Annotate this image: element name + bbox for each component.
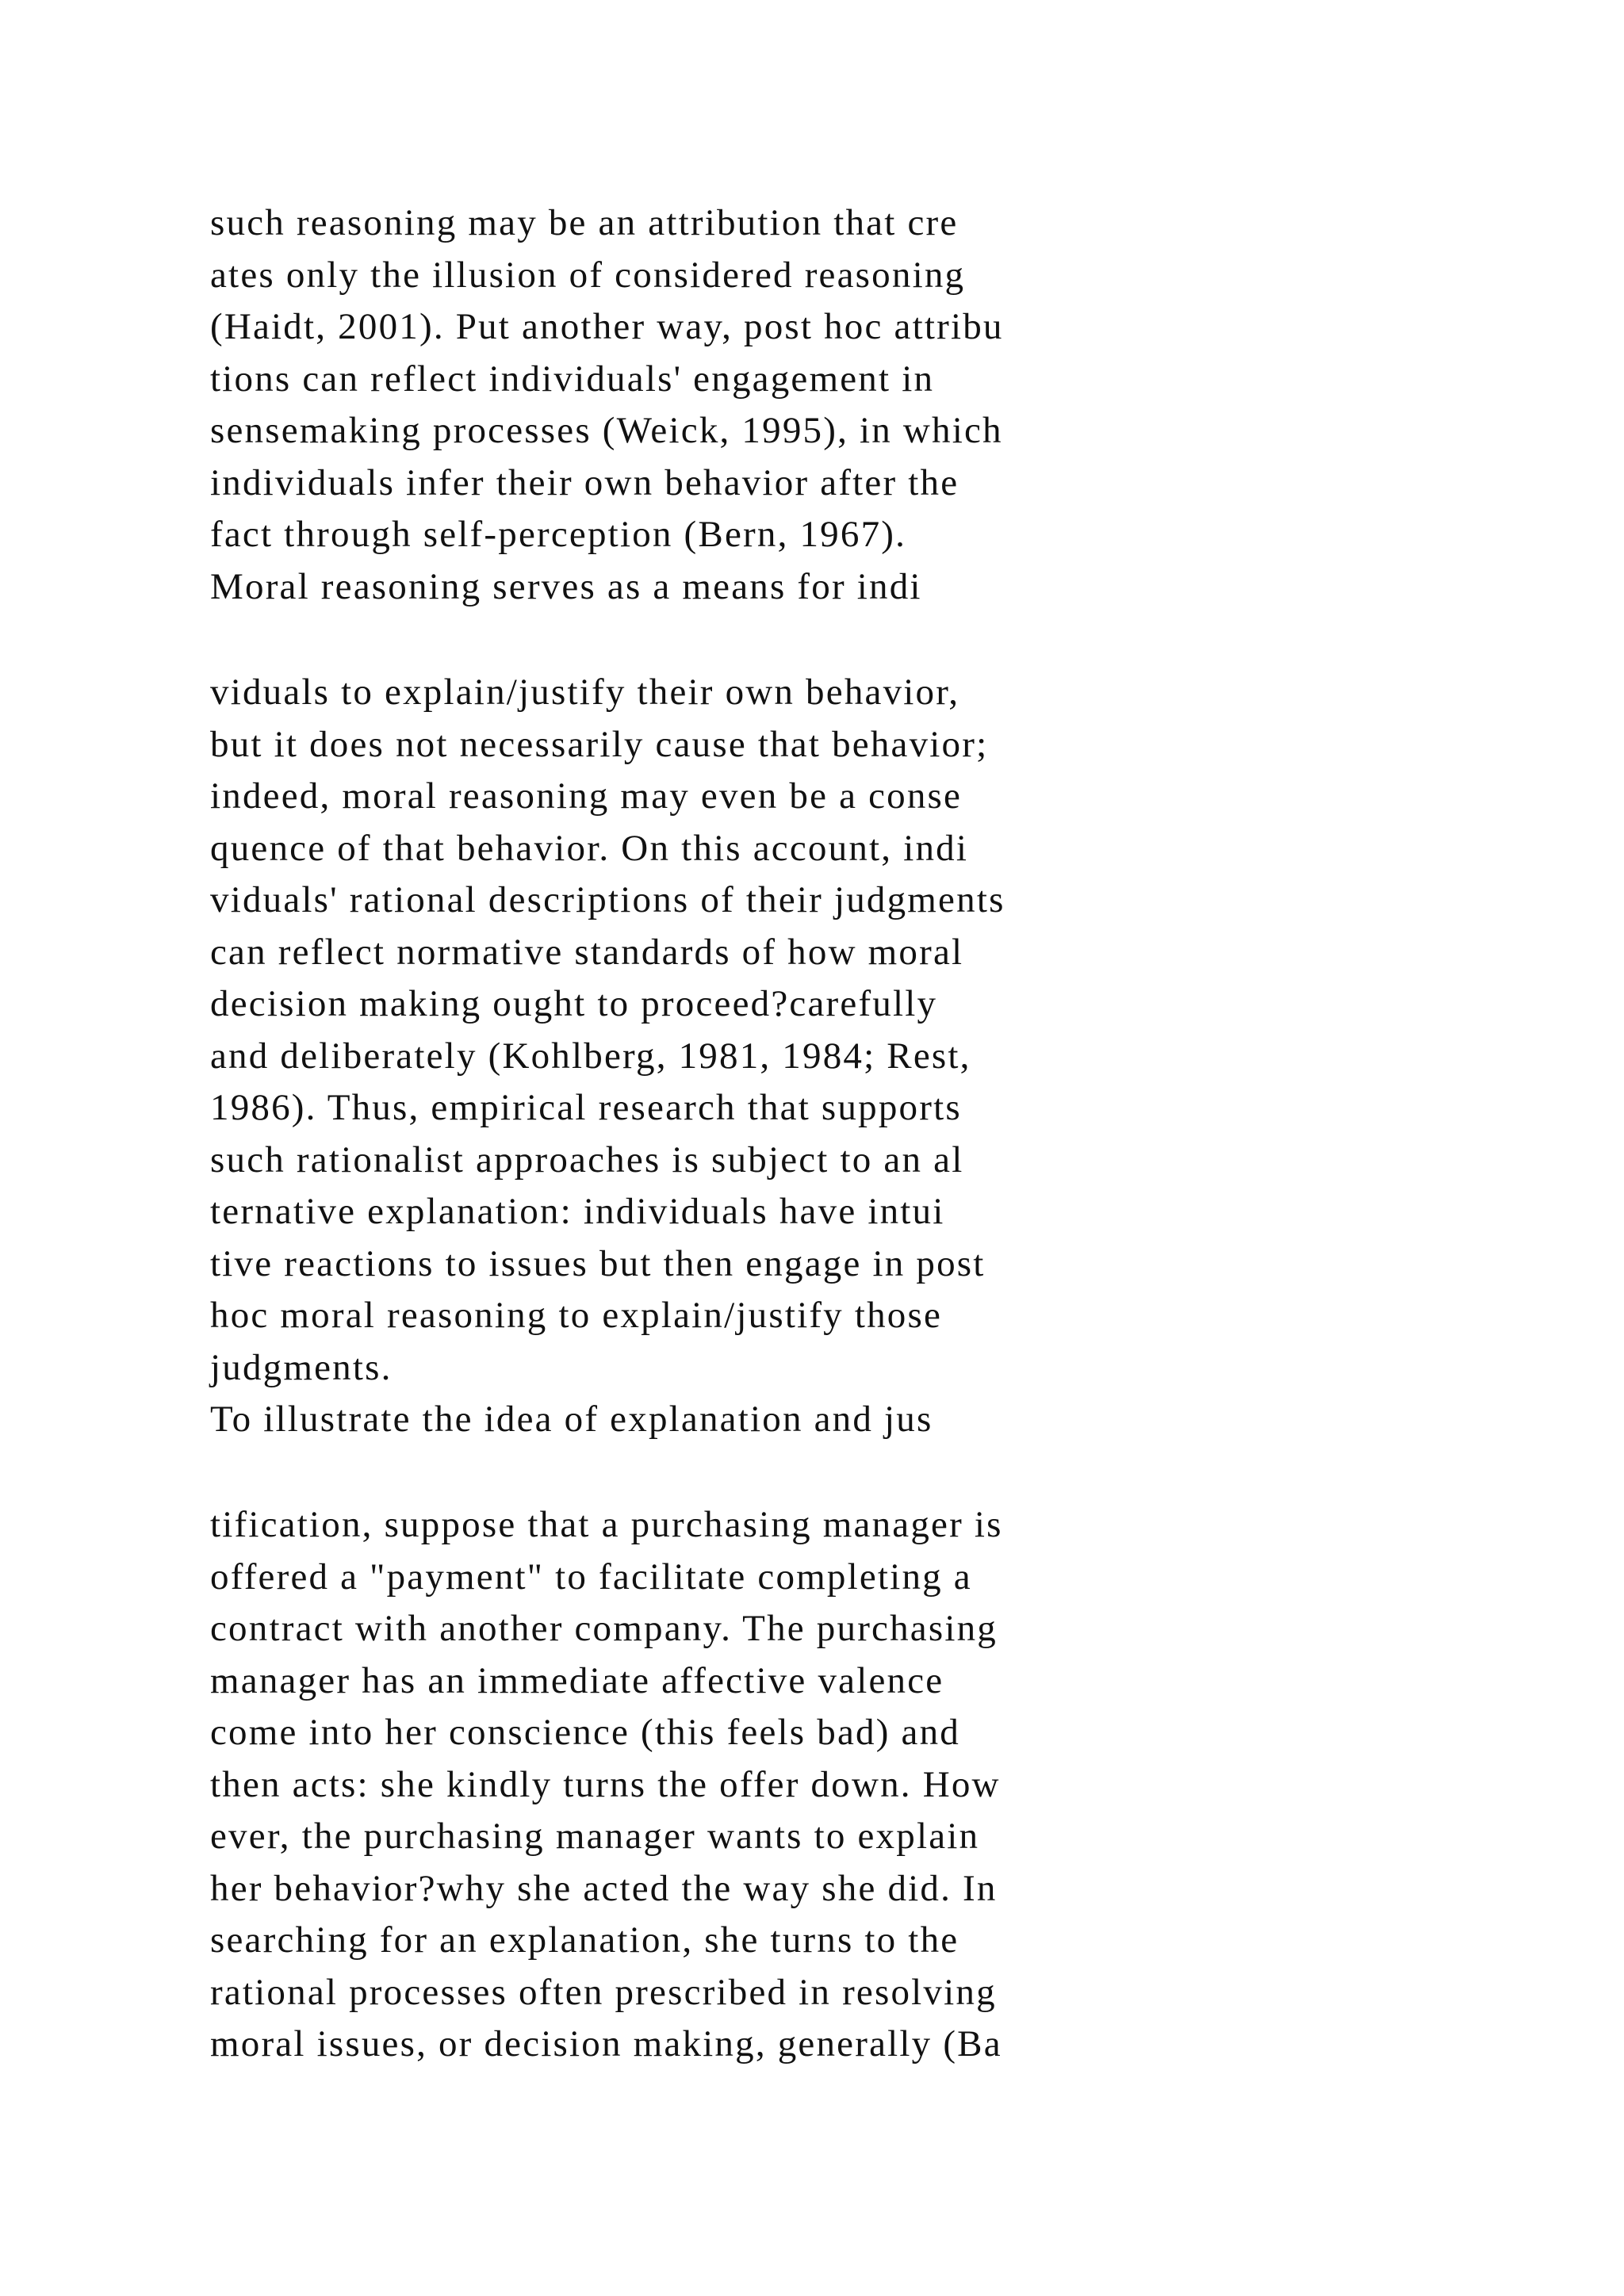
text-block-1 (210, 197, 1519, 613)
text-line: tification, suppose that a purchasing manager is (210, 1504, 1003, 1545)
text-line: tions can reflect individuals' engagement in (210, 358, 935, 400)
text-line: hoc moral reasoning to explain/justify those (210, 1295, 943, 1336)
text-line: judgments. (210, 1346, 393, 1388)
text-line: searching for an explanation, she turns to the (210, 1919, 959, 1961)
text-line: manager has an immediate affective valence (210, 1659, 944, 1701)
text-line: moral issues, or decision making, generally (Ba (210, 2023, 1002, 2064)
text-line: viduals to explain/justify their own behavior, (210, 672, 960, 713)
text-line: such reasoning may be an attribution that cre (210, 202, 959, 243)
text-line: her behavior?why she acted the way she did. In (210, 1867, 998, 1909)
text-line: such rationalist approaches is subject to an al (210, 1138, 964, 1181)
text-line: come into her conscience (this feels bad) and (210, 1712, 960, 1753)
text-line: fact through self-perception (Bern, 1967). (210, 514, 907, 555)
text-block-2 (210, 667, 1519, 1446)
text-line: rational processes often prescribed in resolving (210, 1971, 997, 2013)
text-line: Moral reasoning serves as a means for indi (210, 565, 922, 607)
text-line: sensemaking processes (Weick, 1995), in which (210, 410, 1003, 451)
text-line: viduals' rational descriptions of their judgments (210, 879, 1005, 920)
text-line: 1986). Thus, empirical research that supports (210, 1087, 962, 1128)
text-line: but it does not necessarily cause that behavior; (210, 723, 989, 765)
text-line: and deliberately (Kohlberg, 1981, 1984; Rest, (210, 1035, 971, 1077)
text-line: offered a "payment" to facilitate completing a (210, 1556, 972, 1598)
text-line: decision making ought to proceed?carefully (210, 983, 938, 1024)
text-line: ever, the purchasing manager wants to explain (210, 1816, 980, 1857)
text-line: ates only the illusion of considered reasoning (210, 254, 966, 296)
text-block-3 (210, 1499, 1519, 2071)
text-line: contract with another company. The purchasing (210, 1608, 998, 1649)
text-line: (Haidt, 2001). Put another way, post hoc attribu (210, 306, 1004, 347)
text-line: can reflect normative standards of how moral (210, 931, 964, 973)
text-line: quence of that behavior. On this account, indi (210, 827, 969, 869)
text-line: individuals infer their own behavior after the (210, 461, 959, 503)
text-line: then acts: she kindly turns the offer down. How (210, 1763, 1001, 1805)
text-line: To illustrate the idea of explanation and jus (210, 1399, 933, 1440)
text-line: indeed, moral reasoning may even be a conse (210, 775, 963, 817)
text-line: tive reactions to issues but then engage in post (210, 1242, 986, 1284)
text-line: ternative explanation: individuals have intui (210, 1191, 945, 1232)
